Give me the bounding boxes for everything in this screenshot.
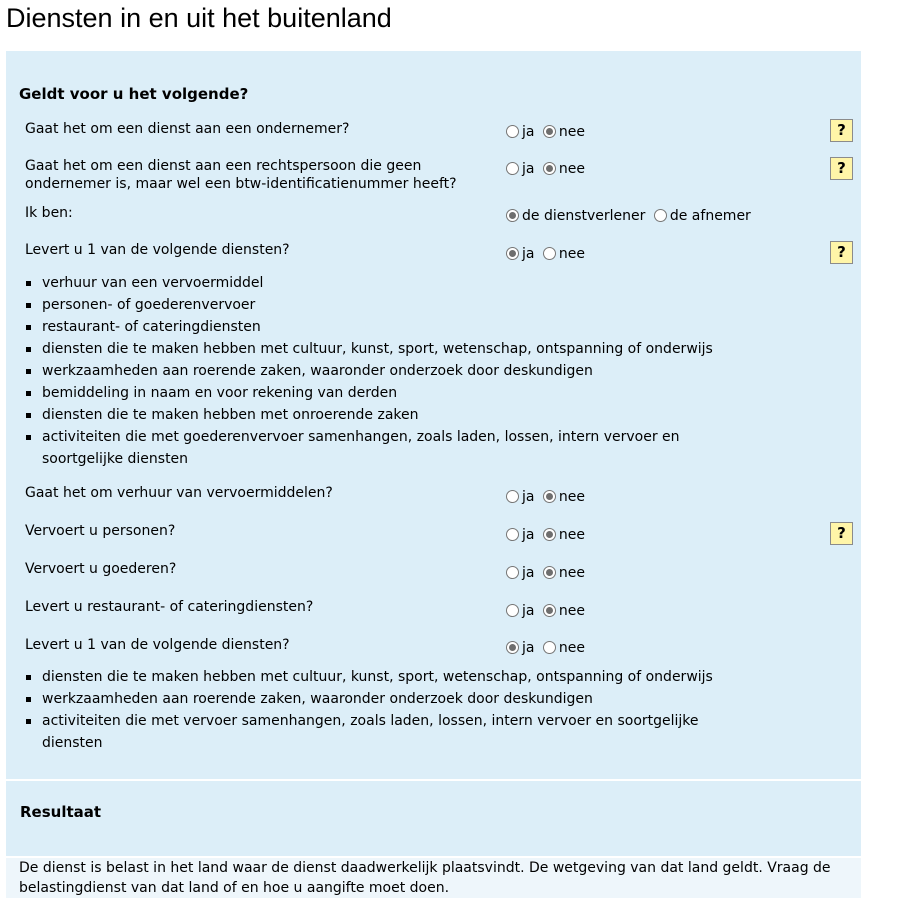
- radio-label: ja: [522, 640, 535, 656]
- radio-icon[interactable]: [543, 641, 556, 654]
- options-levert-diensten-2: [506, 639, 589, 662]
- page-title: Diensten in en uit het buitenland: [6, 3, 392, 33]
- question-verhuur: Gaat het om verhuur van vervoermiddelen?: [25, 485, 333, 501]
- list-item: werkzaamheden aan roerende zaken, waaronder onderzoek door deskundigen: [25, 360, 725, 382]
- radio-label: ja: [522, 124, 535, 140]
- radio-selected-icon[interactable]: [543, 490, 556, 503]
- question-goederen: Vervoert u goederen?: [25, 561, 177, 577]
- list-item: personen- of goederenvervoer: [25, 294, 725, 316]
- radio-ja[interactable]: [506, 123, 534, 141]
- radio-label: de dienstverlener: [522, 208, 646, 224]
- options-goederen: [506, 564, 589, 587]
- radio-nee[interactable]: [543, 602, 585, 620]
- options-verhuur: [506, 488, 589, 511]
- question-ik-ben: Ik ben:: [25, 205, 73, 221]
- radio-ja[interactable]: [506, 245, 534, 263]
- radio-label: nee: [558, 640, 586, 656]
- radio-icon[interactable]: [506, 125, 519, 138]
- question-personen: Vervoert u personen?: [25, 523, 176, 539]
- options-levert-diensten: [506, 245, 589, 268]
- options-ik-ben: [506, 207, 755, 230]
- radio-label: de afnemer: [669, 208, 751, 224]
- radio-label: ja: [522, 246, 535, 262]
- radio-label: nee: [558, 124, 586, 140]
- radio-label: ja: [522, 489, 535, 505]
- radio-nee[interactable]: [543, 526, 585, 544]
- radio-ja[interactable]: [506, 160, 534, 178]
- help-button[interactable]: ?: [830, 119, 853, 142]
- radio-nee[interactable]: [543, 245, 585, 263]
- radio-ja[interactable]: [506, 526, 534, 544]
- result-box: [6, 858, 861, 898]
- question-rechtspersoon: Gaat het om een dienst aan een rechtspersoon die geen ondernemer is, maar wel een btw-identificatienummer heeft?: [25, 158, 457, 192]
- radio-icon[interactable]: [543, 247, 556, 260]
- result-heading: Resultaat: [20, 803, 102, 821]
- radio-icon[interactable]: [506, 604, 519, 617]
- question-levert-diensten: Levert u 1 van de volgende diensten?: [25, 242, 290, 258]
- list-item: activiteiten die met vervoer samenhangen, zoals laden, lossen, intern vervoer en soortgelijke diensten: [25, 710, 702, 754]
- radio-nee[interactable]: [543, 160, 585, 178]
- radio-selected-icon[interactable]: [543, 528, 556, 541]
- radio-label: ja: [522, 161, 535, 177]
- radio-ja[interactable]: [506, 564, 534, 582]
- services-list: [25, 272, 725, 470]
- radio-nee[interactable]: [543, 488, 585, 506]
- help-button[interactable]: ?: [830, 241, 853, 264]
- radio-label: ja: [522, 527, 535, 543]
- radio-icon[interactable]: [654, 209, 667, 222]
- result-text: De dienst is belast in het land waar de dienst daadwerkelijk plaatsvindt. De wetgeving van dat land geldt. Vraag de belastingdienst van dat land of en hoe u aangifte moet doen.: [19, 860, 831, 896]
- radio-label: nee: [558, 603, 586, 619]
- radio-ja[interactable]: [506, 602, 534, 620]
- radio-selected-icon[interactable]: [543, 604, 556, 617]
- list-item: bemiddeling in naam en voor rekening van derden: [25, 382, 725, 404]
- radio-selected-icon[interactable]: [543, 162, 556, 175]
- radio-label: nee: [558, 565, 586, 581]
- question-restaurant: Levert u restaurant- of cateringdiensten?: [25, 599, 314, 615]
- radio-ja[interactable]: [506, 488, 534, 506]
- radio-label: ja: [522, 565, 535, 581]
- radio-icon[interactable]: [506, 490, 519, 503]
- options-personen: [506, 526, 589, 549]
- services-list-2: [25, 666, 725, 754]
- list-item: diensten die te maken hebben met onroerende zaken: [25, 404, 725, 426]
- radio-selected-icon[interactable]: [506, 247, 519, 260]
- radio-label: nee: [558, 246, 586, 262]
- list-item: diensten die te maken hebben met cultuur, kunst, sport, wetenschap, ontspanning of onderwijs: [25, 666, 725, 688]
- radio-selected-icon[interactable]: [543, 566, 556, 579]
- options-rechtspersoon: [506, 160, 589, 183]
- list-item: diensten die te maken hebben met cultuur, kunst, sport, wetenschap, ontspanning of onderwijs: [25, 338, 725, 360]
- radio-selected-icon[interactable]: [506, 209, 519, 222]
- options-dienst-ondernemer: [506, 123, 589, 146]
- radio-icon[interactable]: [506, 528, 519, 541]
- list-item: restaurant- of cateringdiensten: [25, 316, 725, 338]
- question-levert-diensten-2: Levert u 1 van de volgende diensten?: [25, 637, 290, 653]
- radio-selected-icon[interactable]: [506, 641, 519, 654]
- radio-label: nee: [558, 489, 586, 505]
- radio-icon[interactable]: [506, 566, 519, 579]
- form-heading: Geldt voor u het volgende?: [19, 85, 249, 103]
- list-item: activiteiten die met goederenvervoer samenhangen, zoals laden, lossen, intern vervoer en soortgelijke diensten: [25, 426, 682, 470]
- radio-label: nee: [558, 527, 586, 543]
- radio-icon[interactable]: [506, 162, 519, 175]
- list-item: verhuur van een vervoermiddel: [25, 272, 725, 294]
- radio-nee[interactable]: [543, 123, 585, 141]
- question-panel: [6, 51, 861, 779]
- radio-selected-icon[interactable]: [543, 125, 556, 138]
- result-panel: [6, 781, 861, 856]
- question-dienst-ondernemer: Gaat het om een dienst aan een ondernemer?: [25, 121, 350, 137]
- radio-label: nee: [558, 161, 586, 177]
- radio-nee[interactable]: [543, 639, 585, 657]
- radio-ja[interactable]: [506, 639, 534, 657]
- help-button[interactable]: ?: [830, 157, 853, 180]
- radio-nee[interactable]: [543, 564, 585, 582]
- radio-label: ja: [522, 603, 535, 619]
- list-item: werkzaamheden aan roerende zaken, waaronder onderzoek door deskundigen: [25, 688, 725, 710]
- radio-dienstverlener[interactable]: [506, 207, 645, 225]
- options-restaurant: [506, 602, 589, 625]
- radio-afnemer[interactable]: [654, 207, 751, 225]
- help-button[interactable]: ?: [830, 522, 853, 545]
